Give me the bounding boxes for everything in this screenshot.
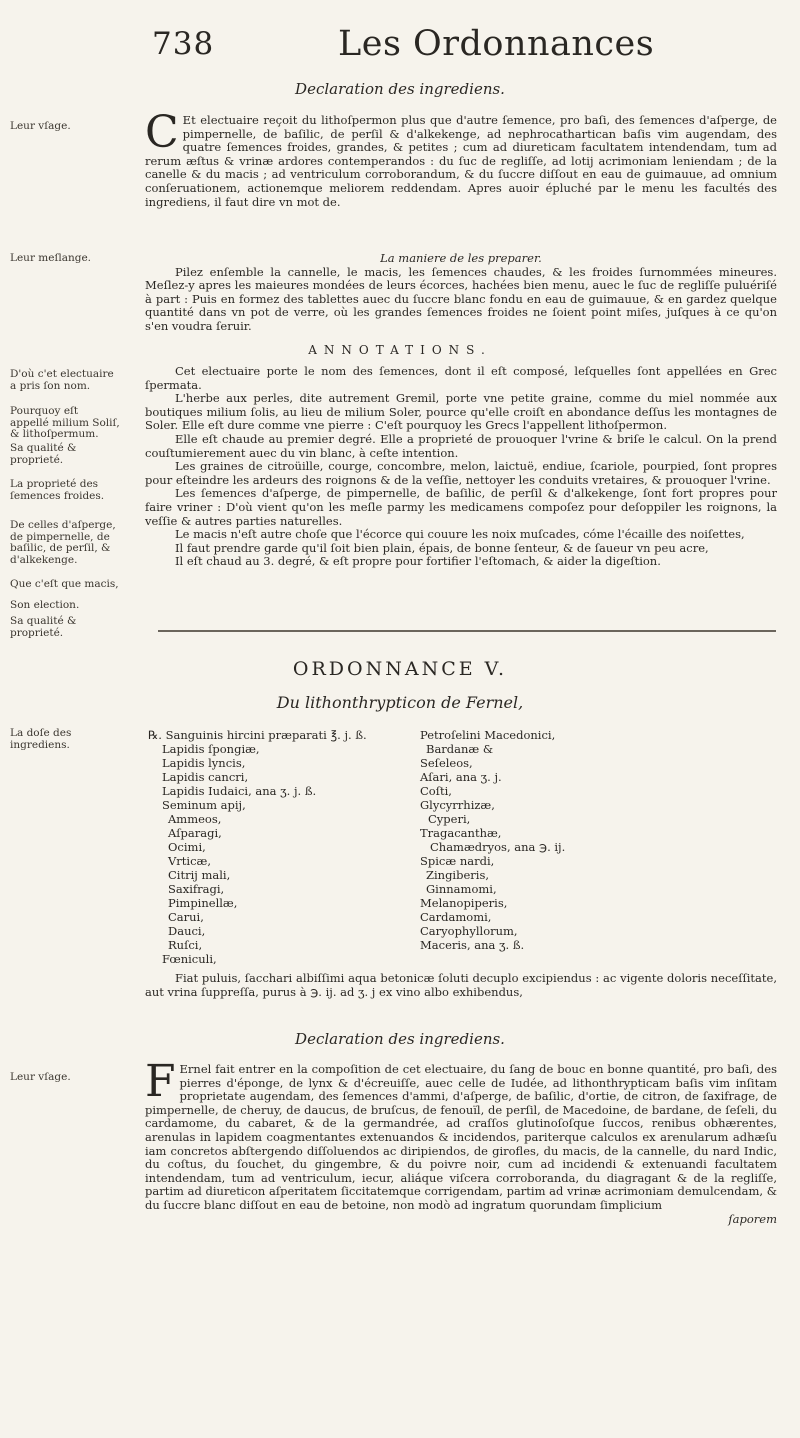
recipe-line: Cardamomi, <box>420 910 492 924</box>
catchword: ſaporem <box>728 1211 777 1226</box>
running-title: Les Ordonnances <box>338 24 655 64</box>
annotation-paragraph: Il eſt chaud au 3. degré, & eſt propre pour fortifier l'eſtomach, & aider la digeſtion. <box>175 554 661 569</box>
margin-note-milium: Pourquoy eſt appellé milium Soliſ, & lithoſpermum. <box>10 405 120 440</box>
recipe-line: Lapidis cancri, <box>162 770 249 784</box>
margin-note-asparagus: De celles d'aſperge, de pimpernelle, de baſilic, de perſil, & d'alkekenge. <box>10 519 116 566</box>
recipe-line: Tragacanthæ, <box>420 826 502 840</box>
margin-note-election: Son election. <box>10 599 80 611</box>
preparation-block <box>145 252 777 334</box>
recipe-line: Lapidis lyncis, <box>162 756 246 770</box>
preparation-text: Pilez enſemble la cannelle, le macis, les ſemences chaudes, & les froides ſurnommées mineures. Meſlez-y apres les maieures mondées de leurs écorces, hachées bien menu, auec le ſuc de regliſſe puluériſé à part : Puis en formez des tablettes auec du ſuccre blanc fondu en eau de guimauue, & en gardez quelque quantité dans vn pot de verre, où les grandes ſemences froides ne ſoient point miſes, juſques à ce qu'on s'en voudra ſeruir. <box>145 264 777 333</box>
margin-note-cold-seeds: La proprieté des ſemences froides. <box>10 478 105 502</box>
recipe-line: Carui, <box>168 910 204 924</box>
recipe-line: Vrticæ, <box>168 854 212 868</box>
annotations-title: ANNOTATIONS. <box>308 343 492 357</box>
margin-note-usage-2: Leur vſage. <box>10 1071 71 1083</box>
recipe-line: Coſti, <box>420 784 452 798</box>
preparation-title: La maniere de les preparer. <box>380 251 542 265</box>
recipe-line: ℞. Sanguinis hircini præparati ℥. j. ß. <box>148 728 367 742</box>
recipe-line: Maceris, ana ʒ. ß. <box>420 938 525 952</box>
annotation-paragraph: Elle eſt chaude au premier degré. Elle a proprieté de prouoquer l'vrine & briſe le calcul. On la prend couſtumierement auec du vin blanc, à ceſte intention. <box>145 431 777 460</box>
drop-cap: F <box>145 1056 176 1107</box>
recipe-line: Chamædryos, ana ℈. ij. <box>430 840 566 854</box>
recipe-line: Bardanæ & <box>426 742 494 756</box>
recipe-column-right <box>420 728 565 952</box>
declaration-text <box>145 107 777 209</box>
margin-note-macis: Que c'eſt que macis, <box>10 578 119 590</box>
drop-cap: C <box>145 107 179 158</box>
recipe-line: Aſparagi, <box>168 826 222 840</box>
page-header <box>0 22 800 74</box>
declaration-title-2: Declaration des ingrediens. <box>295 1030 505 1048</box>
declaration-title: Declaration des ingrediens. <box>295 80 505 98</box>
recipe-line: Lapidis Iudaici, ana ʒ. j. ß. <box>162 784 317 798</box>
ordonnance-heading: ORDONNANCE V. <box>292 658 508 680</box>
fiat-text: Fiat puluis, ſacchari albiſſimi aqua betonicæ ſoluti decuplo excipiendus : ac vigente doloris neceſſitate, aut vrina ſuppreſſa, purus à ℈. ij. ad ʒ. j ex vino albo exhibendus, <box>145 971 777 999</box>
margin-note-mixture: Leur meſlange. <box>10 252 92 264</box>
margin-note-dose: La doſe des ingrediens. <box>10 727 72 751</box>
recipe-line: Seminum apij, <box>162 798 246 812</box>
declaration-text-2 <box>145 1056 777 1226</box>
recipe-line: Ruſci, <box>168 938 203 952</box>
recipe-line: Petroſelini Macedonici, <box>420 728 556 742</box>
recipe-instructions <box>145 972 777 999</box>
section-rule <box>158 630 776 632</box>
recipe-line: Caryophyllorum, <box>420 924 518 938</box>
recipe-line: Spicæ nardi, <box>420 854 495 868</box>
recipe-line: Dauci, <box>168 924 206 938</box>
annotation-paragraph: L'herbe aux perles, dite autrement Gremil, porte vne petite graine, comme du miel nommée aux boutiques milium ſolis, au lieu de milium Soler, pource qu'elle croiſt en abondance deſſus les montagnes de Soler. Elle eſt dure comme vne pierre : C'eſt pourquoy les Grecs l'appellent lithoſpermon. <box>145 391 777 433</box>
page-number: 738 <box>152 26 215 62</box>
recipe-line: Cyperi, <box>428 812 471 826</box>
recipe-column-left <box>148 728 367 966</box>
recipe-line: Lapidis ſpongiæ, <box>162 742 260 756</box>
recipe-line: Glycyrrhizæ, <box>420 798 495 812</box>
declaration-body: Et electuaire reçoit du lithoſpermon plus que d'autre ſemence, pro baſi, des ſemences d'aſperge, de pimpernelle, de baſilic, de perſil & d'alkekenge, ad nephrocathartican baſis vim augendam, des quatre ſemences froides, grandes, & petites ; cum ad diureticam facultatem intendendam, tum ad rerum æſtus & vrinæ ardores contemperandos : du ſuc de regliſſe, ad lotij acrimoniam leniendam ; de la canelle & du macis ; ad ventriculum corroborandum, & du ſuccre diſſout en eau de guimauue, ad omnium conſeruationem, actionemque meliorem reddendam. Apres auoir épluché par le menu les facultés des ingrediens, il faut dire vn mot de. <box>145 113 777 209</box>
recipe-line: Citrij mali, <box>168 868 231 882</box>
margin-note-usage: Leur vſage. <box>10 120 71 132</box>
recipe-line: Zingiberis, <box>426 868 490 882</box>
annotation-paragraph: Cet electuaire porte le nom des ſemences, dont il eſt composé, leſquelles ſont appellées en Grec ſpermata. <box>145 364 777 392</box>
ordonnance-subtitle: Du lithonthrypticon de Fernel, <box>276 693 524 712</box>
recipe-line: Aſari, ana ʒ. j. <box>420 770 502 784</box>
recipe-line: Pimpinellæ, <box>168 896 238 910</box>
recipe-line: Fœniculi, <box>162 952 217 966</box>
recipe-line: Saxifragi, <box>168 882 225 896</box>
annotation-paragraph: Il faut prendre garde qu'il ſoit bien plain, épais, de bonne ſenteur, & de ſaueur vn peu acre, <box>175 540 709 555</box>
margin-note-name: D'où c'et electuaire a pris ſon nom. <box>10 368 114 392</box>
recipe-line: Melanopiperis, <box>420 896 508 910</box>
annotations-block <box>145 365 777 569</box>
margin-note-macis-quality: Sa qualité & proprieté. <box>10 615 77 639</box>
recipe-line: Ammeos, <box>168 812 222 826</box>
annotation-paragraph: Le macis n'eſt autre choſe que l'écorce qui couure les noix muſcades, cóme l'écaille des noiſettes, <box>175 527 745 542</box>
recipe-line: Ginnamomi, <box>426 882 497 896</box>
annotation-paragraph: Les graines de citroüille, courge, concombre, melon, laictuë, endiue, ſcariole, pourpied, ſont propres pour eſteindre les ardeurs des roignons & de la veſſie, nettoyer les conduits vretaires, & prouoquer l'vrine. <box>145 459 777 487</box>
recipe-line: Seſeleos, <box>420 756 473 770</box>
declaration-body-2: Ernel fait entrer en la compoſition de cet electuaire, du ſang de bouc en bonne quantité, pro baſi, des pierres d'éponge, de lynx & d'écreuiſſe, auec celle de Iudée, ad lithonthrypticam baſis vim inſitam proprietate augendam, des ſemences d'ammi, d'aſperge, de baſilic, d'ortie, de citron, de ſaxifrage, de pimpernelle, de cheruy, de daucus, de bruſcus, de fenouïl, de perſil, de Macedoine, de bardane, de ſeſeli, du cardamome, du cabaret, & de la germandrée, ad craſſos glutinoſoſque ſuccos, renibus obhærentes, arenulas in lapidem coagmentantes extenuandos & incidendos, pariterque calculos ex arenularum adhæſu iam concretos abſtergendo diſſoluendos ac diripiendos, de girofles, du macis, de la cannelle, du nard Indic, du coſtus, du ſouchet, du gingembre, & du poivre noir, cum ad incidendi & extenuandi facultatem intendendam, tum ad ventriculum, iecur, aliáque viſcera corroboranda, du diagragant & de la regliſſe, partim ad diureticon aſperitatem ſiccitatemque corrigendam, partim ad vrinæ acrimoniam demulcendam, & du ſuccre blanc diſſout en eau de betoine, non modò ad ingratum quorundam ſimplicium <box>145 1062 777 1212</box>
recipe-line: Ocimi, <box>168 840 206 854</box>
margin-note-quality: Sa qualité & proprieté. <box>10 442 77 466</box>
annotation-paragraph: Les ſemences d'aſperge, de pimpernelle, de baſilic, de perſil & d'alkekenge, ſont fort propres pour faire vriner : D'où vient qu'on les meſle parmy les medicamens compoſez pour deſoppiler les roignons, la veſſie & autres parties naturelles. <box>145 486 777 528</box>
